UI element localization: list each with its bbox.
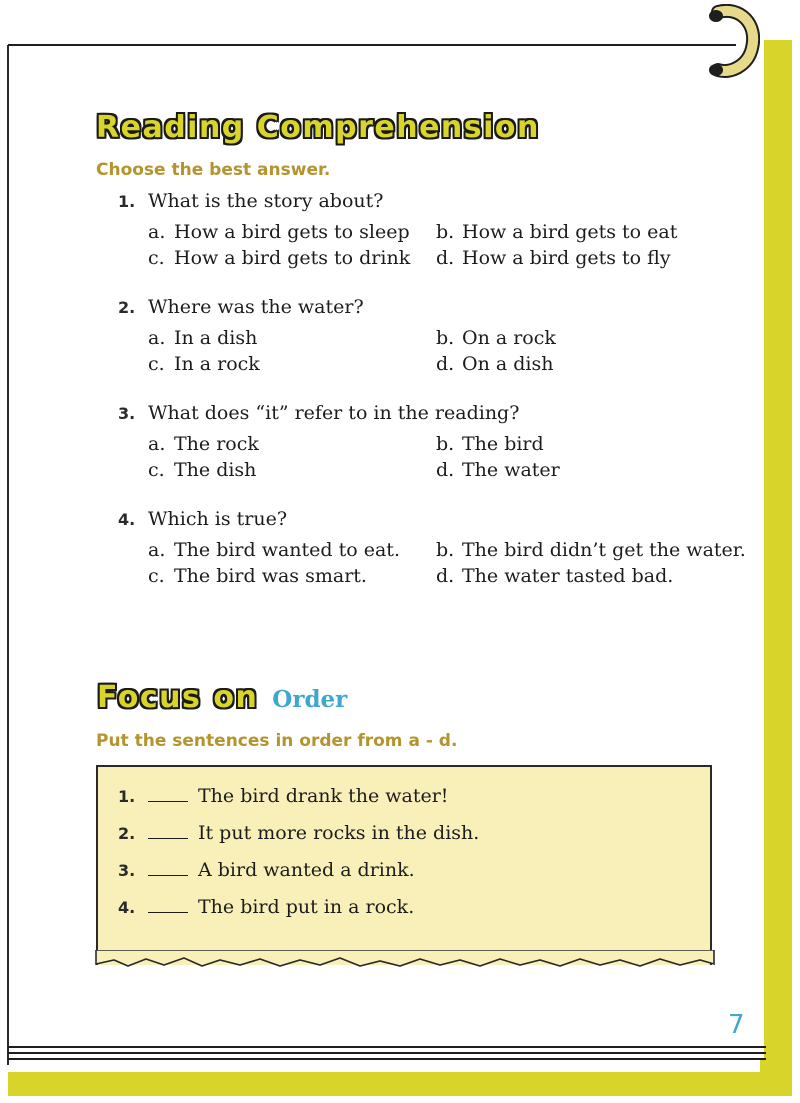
- question-number: 4.: [118, 510, 136, 529]
- option-text: How a bird gets to eat: [462, 221, 678, 243]
- option-text: The rock: [174, 433, 259, 455]
- page-number: 7: [728, 1010, 745, 1040]
- answer-option-b[interactable]: [436, 538, 756, 562]
- order-number: 1.: [118, 787, 136, 806]
- option-text: How a bird gets to fly: [462, 247, 671, 269]
- order-sentence: It put more rocks in the dish.: [198, 822, 480, 844]
- order-number: 3.: [118, 861, 136, 880]
- answer-option-d[interactable]: [436, 564, 756, 588]
- option-text: How a bird gets to sleep: [174, 221, 410, 243]
- answer-option-d[interactable]: [436, 246, 756, 270]
- order-number: 4.: [118, 898, 136, 917]
- page-stack-lines: [8, 1046, 766, 1064]
- option-text: The bird didn’t get the water.: [462, 539, 746, 561]
- answer-blank[interactable]: [148, 787, 188, 802]
- order-item-3: [118, 859, 678, 896]
- instruction-choose-best-answer: Choose the best answer.: [96, 160, 331, 180]
- option-text: The dish: [174, 459, 257, 481]
- torn-edge-decoration: [94, 950, 716, 972]
- section-title-focus-on-order: [97, 680, 347, 715]
- option-text: In a rock: [174, 353, 260, 375]
- page-top-edge: [8, 44, 736, 46]
- page-curl-icon: [700, 4, 760, 92]
- question-1: [118, 190, 758, 270]
- question-number: 2.: [118, 298, 136, 317]
- order-item-4: [118, 896, 678, 933]
- order-item-2: [118, 822, 678, 859]
- option-letter: d.: [436, 565, 455, 587]
- option-letter: b.: [436, 221, 455, 243]
- answer-option-b[interactable]: [436, 432, 756, 456]
- order-sentence: The bird drank the water!: [198, 785, 449, 807]
- order-sentence: The bird put in a rock.: [198, 896, 415, 918]
- answer-option-c[interactable]: [148, 352, 436, 376]
- option-letter: c.: [148, 565, 165, 587]
- page-edge-yellow-bottom: [8, 1072, 792, 1096]
- option-text: On a dish: [462, 353, 554, 375]
- order-item-1: [118, 785, 678, 822]
- option-text: The water: [462, 459, 560, 481]
- answer-options: [148, 326, 758, 376]
- option-text: In a dish: [174, 327, 258, 349]
- answer-option-a[interactable]: [148, 432, 436, 456]
- option-letter: b.: [436, 539, 455, 561]
- answer-option-a[interactable]: [148, 220, 436, 244]
- page-edge-yellow-side: [760, 40, 792, 1090]
- order-sentence: A bird wanted a drink.: [198, 859, 415, 881]
- question-3: [118, 402, 758, 482]
- question-text: Which is true?: [148, 508, 288, 530]
- question-2: [118, 296, 758, 376]
- answer-options: [148, 220, 758, 270]
- order-list: [118, 785, 678, 933]
- answer-option-b[interactable]: [436, 326, 756, 350]
- answer-blank[interactable]: [148, 824, 188, 839]
- instruction-put-in-order: Put the sentences in order from a - d.: [96, 731, 458, 751]
- option-letter: a.: [148, 433, 166, 455]
- answer-option-d[interactable]: [436, 458, 756, 482]
- question-4: [118, 508, 758, 588]
- question-text: Where was the water?: [148, 296, 364, 318]
- question-text: What does “it” refer to in the reading?: [148, 402, 520, 424]
- answer-blank[interactable]: [148, 861, 188, 876]
- answer-option-a[interactable]: [148, 538, 436, 562]
- answer-option-b[interactable]: [436, 220, 756, 244]
- focus-subtitle: Order: [272, 686, 348, 713]
- answer-option-c[interactable]: [148, 458, 436, 482]
- section-title-reading-comprehension: Reading Comprehension: [96, 110, 540, 145]
- option-letter: b.: [436, 433, 455, 455]
- option-text: How a bird gets to drink: [174, 247, 411, 269]
- option-text: The bird wanted to eat.: [174, 539, 400, 561]
- answer-option-c[interactable]: [148, 564, 436, 588]
- answer-options: [148, 538, 758, 588]
- question-number: 3.: [118, 404, 136, 423]
- option-letter: a.: [148, 539, 166, 561]
- option-text: The water tasted bad.: [462, 565, 674, 587]
- option-letter: d.: [436, 353, 455, 375]
- answer-blank[interactable]: [148, 898, 188, 913]
- option-text: The bird was smart.: [174, 565, 367, 587]
- option-text: The bird: [462, 433, 544, 455]
- question-number: 1.: [118, 192, 136, 211]
- focus-title: Focus on: [97, 680, 259, 715]
- option-letter: b.: [436, 327, 455, 349]
- option-letter: c.: [148, 353, 165, 375]
- option-letter: c.: [148, 459, 165, 481]
- option-text: On a rock: [462, 327, 556, 349]
- page-left-edge: [7, 45, 9, 1065]
- option-letter: d.: [436, 459, 455, 481]
- answer-option-d[interactable]: [436, 352, 756, 376]
- option-letter: c.: [148, 247, 165, 269]
- answer-option-a[interactable]: [148, 326, 436, 350]
- answer-option-c[interactable]: [148, 246, 436, 270]
- option-letter: a.: [148, 221, 166, 243]
- order-number: 2.: [118, 824, 136, 843]
- question-text: What is the story about?: [148, 190, 384, 212]
- answer-options: [148, 432, 758, 482]
- option-letter: a.: [148, 327, 166, 349]
- option-letter: d.: [436, 247, 455, 269]
